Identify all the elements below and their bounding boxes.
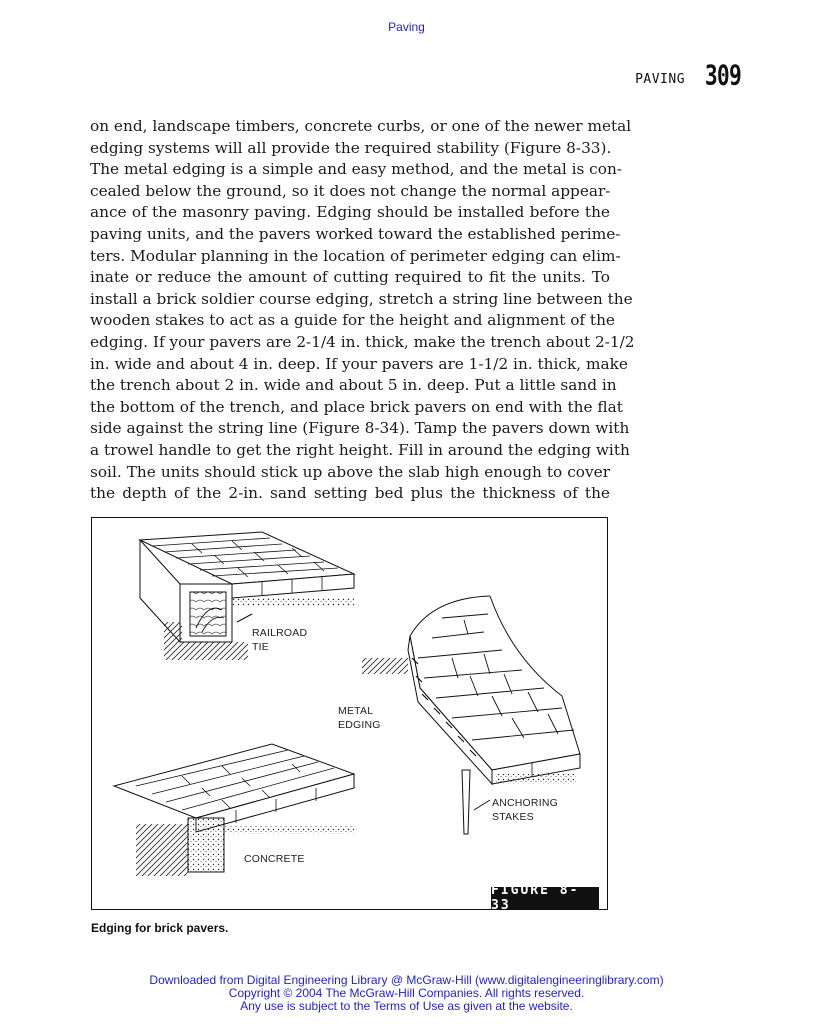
text-line: the bottom of the trench, and place brick pavers on end with the flat [90, 397, 623, 416]
text-line: paving units, and the pavers worked toward the established perime- [90, 224, 621, 243]
text-line: cealed below the ground, so it does not change the normal appear- [90, 181, 611, 200]
figure-caption: Edging for brick pavers. [91, 921, 229, 935]
text-line: wooden stakes to act as a guide for the height and alignment of the [90, 311, 615, 330]
figure-number-badge: FIGURE 8-33 [491, 887, 599, 909]
label-railroad-tie: RAILROAD TIE [252, 627, 308, 653]
text-line: on end, landscape timbers, concrete curbs, or one of the newer metal [90, 117, 632, 135]
text-line: side against the string line (Figure 8-34). Tamp the pavers down with [90, 419, 630, 438]
text-line: ance of the masonry paving. Edging should be installed before the [90, 203, 610, 222]
text-line: soil. The units should stick up above the slab high enough to cover [90, 462, 610, 481]
footer-line-terms: Any use is subject to the Terms of Use as given at the website. [240, 999, 573, 1013]
footer-line-copyright: Copyright © 2004 The McGraw-Hill Companies. All rights reserved. [228, 986, 585, 1000]
text-line: inate or reduce the amount of cutting required to fit the units. To [90, 268, 610, 287]
text-line: install a brick soldier course edging, stretch a string line between the [90, 289, 633, 308]
railroad-tie-detail [140, 532, 354, 660]
text-line: in. wide and about 4 in. deep. If your pavers are 1-1/2 in. thick, make [90, 354, 628, 373]
body-text [90, 116, 635, 505]
running-title: PAVING [635, 72, 686, 87]
footer-line-download: Downloaded from Digital Engineering Library @ McGraw-Hill (www.digitalengineeringlibrary.com) [149, 973, 664, 987]
footer-notice [0, 974, 813, 1013]
text-line: a trowel handle to get the right height. Fill in around the edging with [90, 440, 630, 459]
label-metal-edging: METAL EDGING [338, 705, 381, 731]
text-line: the depth of the 2-in. sand setting bed plus the thickness of the [90, 484, 610, 503]
label-anchoring-stakes: ANCHORING STAKES [492, 797, 558, 823]
text-line: The metal edging is a simple and easy method, and the metal is con- [90, 160, 622, 179]
label-concrete: CONCRETE [244, 853, 305, 865]
page-number: 309 [704, 60, 741, 92]
text-line: edging systems will all provide the required stability (Figure 8-33). [90, 138, 612, 157]
text-line: edging. If your pavers are 2-1/4 in. thick, make the trench about 2-1/2 [90, 332, 635, 351]
top-section-link[interactable]: Paving [388, 20, 425, 34]
running-head [635, 62, 741, 92]
figure-8-33 [91, 517, 608, 913]
concrete-edging-detail [114, 744, 354, 876]
text-line: ters. Modular planning in the location of perimeter edging can elim- [90, 246, 621, 265]
text-line: the trench about 2 in. wide and about 5 in. deep. Put a little sand in [90, 376, 617, 395]
